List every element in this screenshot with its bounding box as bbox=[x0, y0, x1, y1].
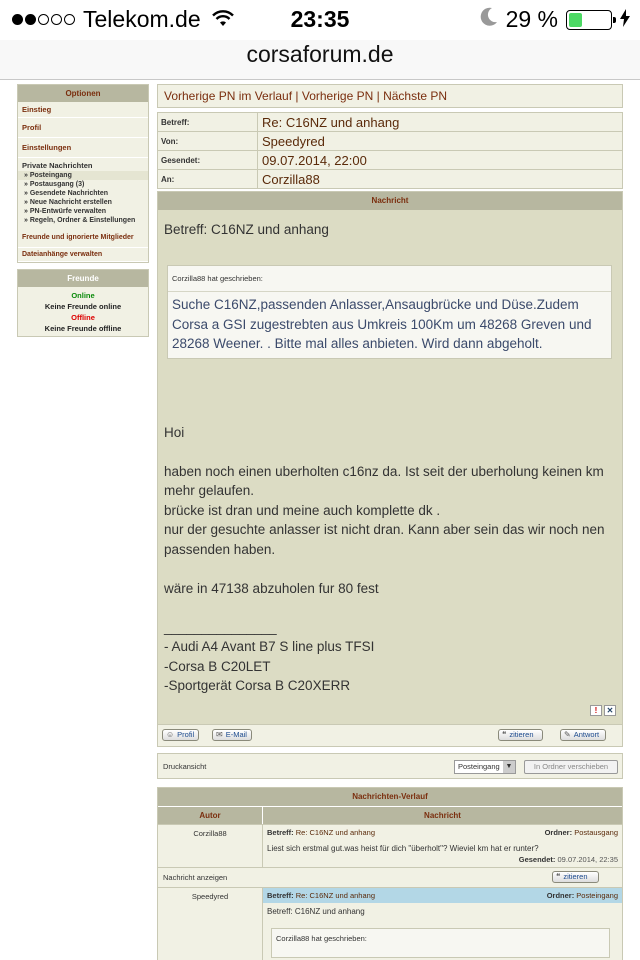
offline-label: Offline bbox=[71, 313, 95, 322]
carrier-group bbox=[12, 6, 235, 33]
column-message: Nachricht bbox=[424, 811, 461, 820]
pn-section-title: Private Nachrichten bbox=[22, 161, 93, 170]
pn-navigation bbox=[157, 84, 623, 108]
history-subject: Re: C16NZ und anhang bbox=[295, 828, 375, 837]
next-pn-link[interactable]: Nächste PN bbox=[383, 89, 448, 103]
profile-button[interactable] bbox=[162, 729, 199, 741]
message-history bbox=[157, 787, 623, 960]
reply-text bbox=[164, 423, 616, 696]
reply-icon: ✎ bbox=[564, 730, 571, 739]
move-to-folder-button[interactable]: In Ordner verschieben bbox=[524, 760, 618, 774]
column-author: Autor bbox=[158, 807, 263, 824]
reply-button-label: Antwort bbox=[573, 730, 600, 739]
reply-line: brücke ist dran und meine auch komplette dk . bbox=[164, 502, 441, 518]
nav-separator: | bbox=[376, 89, 380, 103]
charging-icon bbox=[620, 6, 630, 33]
quote-icon: ❝ bbox=[556, 872, 561, 881]
history-actions bbox=[158, 867, 622, 887]
clock: 23:35 bbox=[290, 6, 350, 32]
main-content bbox=[157, 84, 623, 960]
reply-line: Hoi bbox=[164, 424, 185, 440]
quote-block bbox=[167, 265, 612, 359]
history-meta bbox=[263, 888, 622, 903]
forum-page bbox=[0, 80, 640, 960]
signal-icon bbox=[12, 14, 75, 25]
online-label: Online bbox=[71, 291, 95, 300]
status-bar bbox=[0, 0, 640, 40]
history-text: Liest sich erstmal gut.was heist für dich "überholt"? Wieviel km hat er runter? bbox=[267, 844, 539, 853]
wifi-icon bbox=[211, 6, 235, 33]
message-subject: Betreff: C16NZ und anhang bbox=[164, 222, 329, 237]
reply-button[interactable] bbox=[560, 729, 606, 741]
history-date bbox=[263, 855, 622, 867]
battery-percent: 29 % bbox=[505, 6, 558, 32]
prev-pn-link[interactable]: Vorherige PN bbox=[301, 89, 374, 103]
history-message bbox=[263, 888, 622, 960]
header-row bbox=[158, 132, 623, 151]
signature-line: - Audi A4 Avant B7 S line plus TFSI bbox=[164, 639, 375, 654]
profile-button-label: Profil bbox=[177, 730, 195, 739]
history-quote: Corzilla88 hat geschrieben: bbox=[271, 928, 610, 958]
header-value: Re: C16NZ und anhang bbox=[258, 113, 623, 132]
header-value: Speedyred bbox=[258, 132, 623, 151]
sidebar-link-einstieg[interactable]: Einstieg bbox=[18, 102, 148, 118]
quote-button[interactable] bbox=[498, 729, 543, 741]
header-row bbox=[158, 170, 623, 189]
chevron-down-icon: ▼ bbox=[503, 761, 515, 773]
quote-icon: ❝ bbox=[502, 730, 507, 739]
print-toolbar bbox=[157, 753, 623, 779]
message-box bbox=[157, 191, 623, 747]
signature-line: -Sportgerät Corsa B C20XERR bbox=[164, 678, 351, 693]
battery-icon bbox=[566, 10, 612, 30]
sidebar-link-profil[interactable]: Profil bbox=[18, 118, 148, 138]
online-text: Keine Freunde online bbox=[44, 302, 122, 311]
folder-select[interactable] bbox=[454, 760, 516, 774]
reply-line: wäre in 47138 abzuholen fur 80 fest bbox=[164, 580, 379, 596]
history-row bbox=[158, 887, 622, 960]
sidebar-link-dateianhaenge[interactable]: Dateianhänge verwalten bbox=[18, 248, 148, 262]
signature-line: -Corsa B C20LET bbox=[164, 658, 271, 674]
history-author[interactable]: Corzilla88 bbox=[158, 825, 263, 867]
subject-label: Betreff: bbox=[267, 828, 294, 837]
folder-label: Ordner: bbox=[544, 828, 573, 837]
email-button[interactable] bbox=[212, 729, 252, 741]
friends-title: Freunde bbox=[18, 270, 148, 287]
message-header bbox=[157, 112, 623, 189]
history-folder: Posteingang bbox=[576, 891, 618, 900]
show-message-link[interactable]: Nachricht anzeigen bbox=[163, 873, 228, 882]
reply-line: nur der gesuchte anlasser ist nicht dran. Kann aber sein das wir noch nen passenden haben. bbox=[164, 522, 605, 557]
options-panel bbox=[17, 84, 149, 263]
header-row bbox=[158, 113, 623, 132]
signature-divider: _______________ bbox=[164, 619, 277, 635]
delete-icon[interactable]: ✕ bbox=[604, 705, 616, 716]
sidebar bbox=[17, 84, 149, 343]
sidebar-link-einstellungen[interactable]: Einstellungen bbox=[18, 138, 148, 158]
nav-separator: | bbox=[295, 89, 299, 103]
battery-group bbox=[480, 6, 630, 33]
history-meta bbox=[263, 825, 622, 840]
history-folder: Postausgang bbox=[574, 828, 618, 837]
message-actions bbox=[158, 724, 622, 746]
sidebar-item-neue-nachricht[interactable]: » Neue Nachricht erstellen bbox=[24, 199, 112, 206]
header-value: 09.07.2014, 22:00 bbox=[258, 151, 623, 170]
quote-text: Suche C16NZ,passenden Anlasser,Ansaugbrücke und Düse.Zudem Corsa a GSI zugestrebten aus Umkreis 100Km um 48268 Greven und 28268 Weener. . Bitte mal alles anbieten. Wird dann abgeholt. bbox=[172, 297, 592, 351]
folder-select-value: Posteingang bbox=[458, 762, 500, 771]
history-quote-button[interactable] bbox=[552, 871, 599, 883]
history-quote-label: zitieren bbox=[563, 872, 588, 881]
offline-text: Keine Freunde offline bbox=[44, 324, 122, 333]
sidebar-link-freunde[interactable]: Freunde und ignorierte Mitglieder bbox=[18, 228, 148, 248]
history-text: Betreff: C16NZ und anhang bbox=[267, 907, 365, 916]
header-key: Betreff: bbox=[158, 113, 258, 132]
friends-panel bbox=[17, 269, 149, 337]
report-icon[interactable]: ! bbox=[590, 705, 602, 716]
sidebar-item-regeln[interactable]: » Regeln, Ordner & Einstellungen bbox=[24, 217, 136, 224]
mail-icon: ✉ bbox=[216, 730, 223, 739]
history-columns bbox=[158, 806, 622, 824]
message-body bbox=[158, 210, 622, 724]
header-key: An: bbox=[158, 170, 258, 189]
header-value: Corzilla88 bbox=[258, 170, 623, 189]
history-subject: Re: C16NZ und anhang bbox=[295, 891, 375, 900]
history-author[interactable]: Speedyred bbox=[158, 888, 263, 960]
history-message bbox=[263, 825, 622, 867]
quote-button-label: zitieren bbox=[509, 730, 534, 739]
url-text: corsaforum.de bbox=[246, 41, 394, 67]
header-key: Gesendet: bbox=[158, 151, 258, 170]
battery-fill bbox=[569, 13, 582, 27]
sidebar-item-gesendete[interactable]: » Gesendete Nachrichten bbox=[24, 190, 109, 197]
sidebar-item-posteingang[interactable]: » Posteingang bbox=[18, 171, 148, 180]
header-row bbox=[158, 151, 623, 170]
email-button-label: E-Mail bbox=[225, 730, 247, 739]
sidebar-item-entwuerfe[interactable]: » PN-Entwürfe verwalten bbox=[24, 208, 107, 215]
header-key: Von: bbox=[158, 132, 258, 151]
message-title: Nachricht bbox=[158, 192, 622, 210]
reply-line: haben noch einen uberholten c16nz da. Ist seit der uberholung keinen km mehr gelaufen. bbox=[164, 463, 604, 498]
print-view-link[interactable]: Druckansicht bbox=[163, 762, 207, 771]
history-date-value: 09.07.2014, 22:35 bbox=[557, 855, 618, 864]
message-icons bbox=[590, 705, 616, 716]
quote-author: Corzilla88 hat geschrieben: bbox=[168, 266, 611, 293]
moon-icon bbox=[480, 6, 498, 33]
carrier-name: Telekom.de bbox=[83, 6, 201, 32]
options-title: Optionen bbox=[18, 85, 148, 102]
address-bar[interactable] bbox=[0, 40, 640, 80]
history-row bbox=[158, 824, 622, 867]
history-title: Nachrichten-Verlauf bbox=[158, 788, 622, 806]
user-icon: ☺ bbox=[166, 730, 175, 739]
date-label: Gesendet: bbox=[518, 855, 556, 864]
subject-label: Betreff: bbox=[267, 891, 294, 900]
folder-label: Ordner: bbox=[546, 891, 575, 900]
prev-history-link[interactable]: Vorherige PN im Verlauf bbox=[164, 89, 293, 103]
sidebar-item-postausgang[interactable]: » Postausgang (3) bbox=[24, 181, 85, 188]
